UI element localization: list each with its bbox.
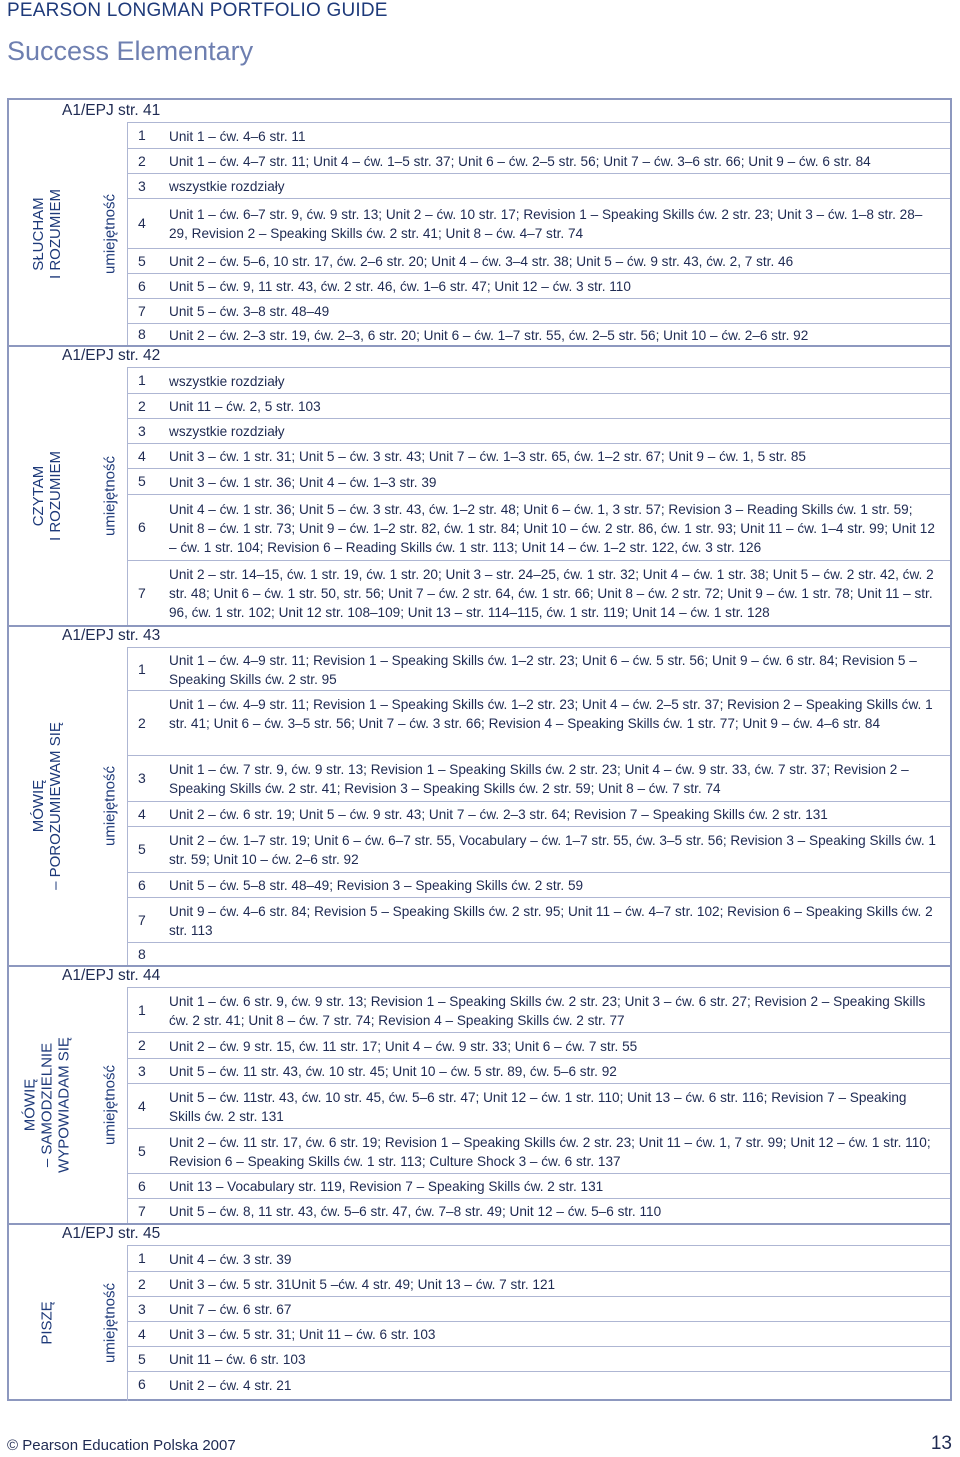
table-row (128, 987, 950, 1032)
descriptor-reference: Unit 2 – ćw. 2–3 str. 19, ćw. 2–3, 6 str. 20; Unit 6 – ćw. 1–7 str. 55, ćw. 2–5 str. 56; Unit 10 – ćw. 2–6 str. 92 (169, 327, 809, 343)
skill-column-label: umiejętność (101, 1282, 119, 1364)
descriptor-number: 6 (138, 1376, 146, 1392)
table-row (128, 897, 950, 942)
descriptor-number: 7 (138, 1202, 146, 1219)
skill-category-line: WYPOWIADAM SIĘ (55, 1037, 73, 1173)
descriptor-number: 5 (138, 473, 146, 489)
descriptor-reference: Unit 1 – ćw. 6 str. 9, ćw. 9 str. 13; Revision 1 – Speaking Skills ćw. 2 str. 23; Unit 3 – ćw. 6 str. 27; Revision 2 – Speaking Skills ćw. 2 str. 41; Unit 8 – ćw. 7 str. 74; Revision 4 – Speaking Skills ćw. 2 str. 77 (169, 993, 926, 1028)
descriptor-reference: Unit 1 – ćw. 4–7 str. 11; Unit 4 – ćw. 1–5 str. 37; Unit 6 – ćw. 2–5 str. 56; Unit 7 – ćw. 3–6 str. 66; Unit 9 – ćw. 6 str. 84 (169, 154, 871, 169)
descriptor-reference: Unit 5 – ćw. 5–8 str. 48–49; Revision 3 – Speaking Skills ćw. 2 str. 59 (169, 878, 584, 893)
table-row (128, 1032, 950, 1058)
descriptor-number: 4 (138, 1325, 146, 1342)
descriptor-reference: Unit 3 – ćw. 1 str. 36; Unit 4 – ćw. 1–3 str. 39 (169, 474, 437, 490)
descriptor-reference: Unit 4 – ćw. 1 str. 36; Unit 5 – ćw. 3 str. 43, ćw. 1–2 str. 48; Unit 6 – ćw. 1, 3 str. 57; Revision 3 – Reading Skills ćw. 1 str. 59; Unit 8 – ćw. 1 str. 73; Unit 9 – ćw. 1–2 str. 82, ćw. 1 str. 84; Unit 10 – ćw. 2 str. 86, ćw. 1 str. 93; Unit 11 – ćw. 1–4 str. 99; Unit 12 – ćw. 1 str. 104; Revision 6 – Reading Skills ćw. 1 str. 113; Unit 14 – ćw. 1–2 str. 122, ćw. 3 str. 126 (169, 501, 935, 555)
skill-column-label: umiejętność (101, 193, 119, 274)
descriptor-reference: Unit 7 – ćw. 6 str. 67 (169, 1302, 292, 1317)
skill-column-label: umiejętność (101, 455, 119, 537)
skill-column-label: umiejętność (101, 1064, 119, 1146)
descriptor-number: 3 (138, 770, 146, 786)
descriptor-reference: Unit 3 – ćw. 5 str. 31; Unit 11 – ćw. 6 str. 103 (169, 1327, 436, 1342)
skill-category-line: PISZĘ (38, 1301, 56, 1345)
descriptor-number: 3 (138, 422, 146, 439)
table-row (128, 942, 950, 965)
skill-category-label (30, 451, 64, 541)
descriptor-reference: Unit 5 – ćw. 11 str. 43, ćw. 10 str. 45; Unit 10 – ćw. 5 str. 89, ćw. 5–6 str. 92 (169, 1064, 617, 1079)
descriptor-reference: Unit 2 – ćw. 6 str. 19; Unit 5 – ćw. 9 str. 43; Unit 7 – ćw. 2–3 str. 64; Revision 7 – Speaking Skills ćw. 2 str. 131 (169, 807, 828, 822)
copyright: © Pearson Education Polska 2007 (7, 1437, 236, 1454)
descriptor-reference: Unit 2 – ćw. 4 str. 21 (169, 1377, 292, 1393)
descriptor-reference: Unit 5 – ćw. 11str. 43, ćw. 10 str. 45, ćw. 5–6 str. 47; Unit 12 – ćw. 1 str. 110; Unit 13 – ćw. 6 str. 116; Revision 7 – Speaking Skills ćw. 2 str. 131 (169, 1089, 907, 1124)
descriptor-reference: Unit 2 – ćw. 9 str. 15, ćw. 11 str. 17; Unit 4 – ćw. 9 str. 33; Unit 6 – ćw. 7 str. 55 (169, 1038, 638, 1054)
descriptor-reference: wszystkie rozdziały (169, 179, 285, 194)
descriptor-reference: Unit 1 – ćw. 4–9 str. 11; Revision 1 – Speaking Skills ćw. 1–2 str. 23; Unit 6 – ćw. 5 str. 56; Unit 9 – ćw. 6 str. 84; Revision 5 – Speaking Skills ćw. 2 str. 95 (169, 652, 917, 687)
descriptor-reference: Unit 1 – ćw. 4–9 str. 11; Revision 1 – Speaking Skills ćw. 1–2 str. 23; Unit 4 – ćw. 2–5 str. 37; Revision 2 – Speaking Skills ćw. 1 str. 41; Unit 6 – ćw. 3–5 str. 56; Unit 7 – ćw. 3 str. 66; Revision 4 – Speaking Skills ćw. 1 str. 77; Unit 9 – ćw. 4–6 str. 84 (169, 697, 933, 731)
skill-category-line: – SAMODZIELNIE (38, 1042, 56, 1168)
table-row (128, 1058, 950, 1083)
table-row (128, 755, 950, 801)
descriptor-number: 6 (138, 1177, 146, 1194)
descriptor-number: 5 (138, 252, 146, 269)
descriptor-reference: Unit 9 – ćw. 4–6 str. 84; Revision 5 – Speaking Skills ćw. 2 str. 95; Unit 11 – ćw. 4–7 str. 102; Revision 6 – Speaking Skills ćw. 2 str. 113 (169, 903, 933, 938)
descriptor-number: 2 (138, 397, 146, 414)
table-row (128, 393, 950, 418)
table-row (128, 298, 950, 323)
table-row (128, 872, 950, 897)
descriptor-number: 5 (138, 1142, 146, 1159)
section-heading: A1/EPJ str. 44 (62, 967, 161, 984)
page-number: 13 (930, 1433, 952, 1454)
table-row (128, 122, 950, 148)
descriptor-reference: Unit 1 – ćw. 7 str. 9, ćw. 9 str. 13; Revision 1 – Speaking Skills ćw. 2 str. 23; Unit 4 – ćw. 9 str. 33, ćw. 7 str. 37; Revision 2 – Speaking Skills ćw. 2 str. 41; Revision 3 – Speaking Skills ćw. 2 str. 59; Unit 8 – ćw. 7 str. 74 (169, 762, 909, 796)
skill-category-line: I ROZUMIEM (47, 451, 64, 541)
table-row (128, 1346, 950, 1371)
descriptor-reference: Unit 1 – ćw. 6–7 str. 9, ćw. 9 str. 13; Unit 2 – ćw. 10 str. 17; Revision 1 – Speaking Skills ćw. 2 str. 23; Unit 3 – ćw. 1–8 str. 28–29, Revision 2 – Speaking Skills ćw. 2 str. 41; Unit 8 – ćw. 4–7 str. 74 (169, 207, 923, 241)
descriptor-number: 8 (138, 326, 146, 342)
descriptor-number: 7 (138, 584, 146, 601)
descriptor-reference: Unit 2 – ćw. 11 str. 17, ćw. 6 str. 19; Revision 1 – Speaking Skills ćw. 2 str. 23; Unit 11 – ćw. 1, 7 str. 99; Unit 12 – ćw. 1 str. 110; Revision 6 – Speaking Skills ćw. 1 str. 113; Culture Shock 3 – ćw. 6 str. 137 (169, 1134, 931, 1169)
skill-category-line: I ROZUMIEM (47, 188, 64, 279)
descriptor-number: 1 (138, 1250, 146, 1266)
descriptor-number: 6 (138, 519, 146, 535)
descriptor-number: 5 (138, 841, 146, 857)
table-row (128, 1271, 950, 1296)
descriptor-number: 3 (138, 1300, 146, 1317)
table-row (128, 198, 950, 248)
table-row (128, 367, 950, 393)
table-row (128, 273, 950, 298)
skill-category-line: MÓWIĘ (21, 1078, 39, 1132)
section-divider (7, 1223, 952, 1225)
table-row (128, 1128, 950, 1173)
table-row (128, 647, 950, 690)
section-divider (7, 345, 952, 347)
table-row (128, 1083, 950, 1128)
table-row (128, 1371, 950, 1397)
skill-category-line: – POROZUMIEWAM SIĘ (47, 722, 64, 890)
table-row (128, 690, 950, 755)
skill-category-line: SŁUCHAM (30, 196, 47, 271)
descriptor-reference: Unit 2 – str. 14–15, ćw. 1 str. 19, ćw. 1 str. 20; Unit 3 – str. 24–25, ćw. 1 str. 32; Unit 4 – ćw. 1 str. 38; Unit 5 – ćw. 2 str. 42, ćw. 2 str. 48; Unit 6 – ćw. 1 str. 50, str. 56; Unit 7 – ćw. 2 str. 64, ćw. 1 str. 66; Unit 8 – ćw. 2 str. 72; Unit 9 – ćw. 1 str. 78; Unit 11 – str. 96, ćw. 1 str. 102; Unit 12 str. 108–109; Unit 13 – str. 114–115, ćw. 1 str. 119; Unit 14 – ćw. 1 str. 128 (169, 567, 934, 620)
section-divider (7, 965, 952, 967)
descriptor-reference: Unit 2 – ćw. 5–6, 10 str. 17, ćw. 2–6 str. 20; Unit 4 – ćw. 3–4 str. 38; Unit 5 – ćw. 9 str. 43, ćw. 2, 7 str. 46 (169, 254, 794, 269)
table-row (128, 494, 950, 560)
descriptor-number: 7 (138, 911, 146, 928)
descriptor-number: 1 (138, 1001, 146, 1018)
descriptor-reference: Unit 5 – ćw. 3–8 str. 48–49 (169, 304, 330, 319)
descriptor-number: 6 (138, 876, 146, 893)
descriptor-number: 2 (138, 1037, 146, 1053)
descriptor-number: 4 (138, 215, 146, 231)
descriptor-reference: wszystkie rozdziały (169, 373, 285, 389)
section-heading: A1/EPJ str. 43 (62, 627, 161, 644)
descriptor-number: 4 (138, 805, 146, 822)
book-title: Success Elementary (7, 36, 254, 66)
section-divider (7, 625, 952, 627)
skill-category-line: CZYTAM (30, 465, 47, 527)
table-row (128, 1173, 950, 1198)
table-row (128, 248, 950, 273)
table-row (128, 323, 950, 345)
descriptor-number: 1 (138, 127, 146, 143)
descriptor-number: 2 (138, 152, 146, 169)
table-row (128, 418, 950, 443)
table-row (128, 1296, 950, 1321)
table-row (128, 1198, 950, 1223)
table-row (128, 148, 950, 173)
descriptor-reference: Unit 5 – ćw. 9, 11 str. 43, ćw. 2 str. 46, ćw. 1–6 str. 47; Unit 12 – ćw. 3 str. 110 (169, 279, 631, 294)
section-heading: A1/EPJ str. 42 (62, 347, 161, 364)
descriptor-number: 1 (138, 660, 146, 677)
descriptor-reference: Unit 5 – ćw. 8, 11 str. 43, ćw. 5–6 str. 47, ćw. 7–8 str. 49; Unit 12 – ćw. 5–6 str. 110 (169, 1204, 662, 1219)
descriptor-reference: Unit 2 – ćw. 1–7 str. 19; Unit 6 – ćw. 6–7 str. 55, Vocabulary – ćw. 1–7 str. 55, ćw. 3–5 str. 56; Revision 3 – Speaking Skills ćw. 1 str. 59; Unit 10 – ćw. 2–6 str. 92 (169, 833, 936, 867)
table-row (128, 443, 950, 468)
descriptor-reference: Unit 3 – ćw. 5 str. 31Unit 5 –ćw. 4 str. 49; Unit 13 – ćw. 7 str. 121 (169, 1277, 556, 1292)
descriptor-number: 1 (138, 372, 146, 388)
descriptor-reference: Unit 11 – ćw. 6 str. 103 (169, 1352, 306, 1367)
table-row (128, 801, 950, 826)
descriptor-number: 6 (138, 277, 146, 294)
descriptor-reference: Unit 13 – Vocabulary str. 119, Revision 7 – Speaking Skills ćw. 2 str. 131 (169, 1179, 604, 1194)
descriptor-reference: wszystkie rozdziały (169, 424, 285, 439)
table-row (128, 468, 950, 494)
descriptor-reference: Unit 1 – ćw. 4–6 str. 11 (169, 128, 306, 144)
descriptor-number: 7 (138, 302, 146, 319)
descriptor-number: 3 (138, 177, 146, 194)
descriptor-number: 3 (138, 1062, 146, 1079)
table-row (128, 826, 950, 872)
descriptor-reference: Unit 11 – ćw. 2, 5 str. 103 (169, 399, 321, 414)
skill-category-label (22, 1037, 73, 1173)
table-row (128, 560, 950, 625)
table-row (128, 1321, 950, 1346)
table-row (128, 1245, 950, 1271)
descriptor-number: 4 (138, 1097, 146, 1114)
descriptor-number: 2 (138, 1275, 146, 1292)
descriptor-number: 4 (138, 447, 146, 464)
skill-category-label (39, 1301, 56, 1344)
descriptor-number: 2 (138, 714, 146, 731)
skill-category-line: MÓWIĘ (30, 779, 47, 833)
skill-column-label: umiejętność (101, 765, 119, 847)
descriptor-number: 5 (138, 1350, 146, 1367)
section-heading: A1/EPJ str. 45 (62, 1225, 161, 1242)
guide-title: PEARSON LONGMAN PORTFOLIO GUIDE (7, 0, 388, 21)
descriptor-reference: Unit 3 – ćw. 1 str. 31; Unit 5 – ćw. 3 str. 43; Unit 7 – ćw. 1–3 str. 65, ćw. 1–2 str. 67; Unit 9 – ćw. 1, 5 str. 85 (169, 449, 806, 464)
section-heading: A1/EPJ str. 41 (62, 102, 161, 119)
descriptor-reference: Unit 4 – ćw. 3 str. 39 (169, 1251, 292, 1267)
table-row (128, 173, 950, 198)
skill-category-label (30, 722, 64, 890)
descriptor-number: 8 (138, 945, 146, 962)
skill-category-label (30, 189, 64, 279)
